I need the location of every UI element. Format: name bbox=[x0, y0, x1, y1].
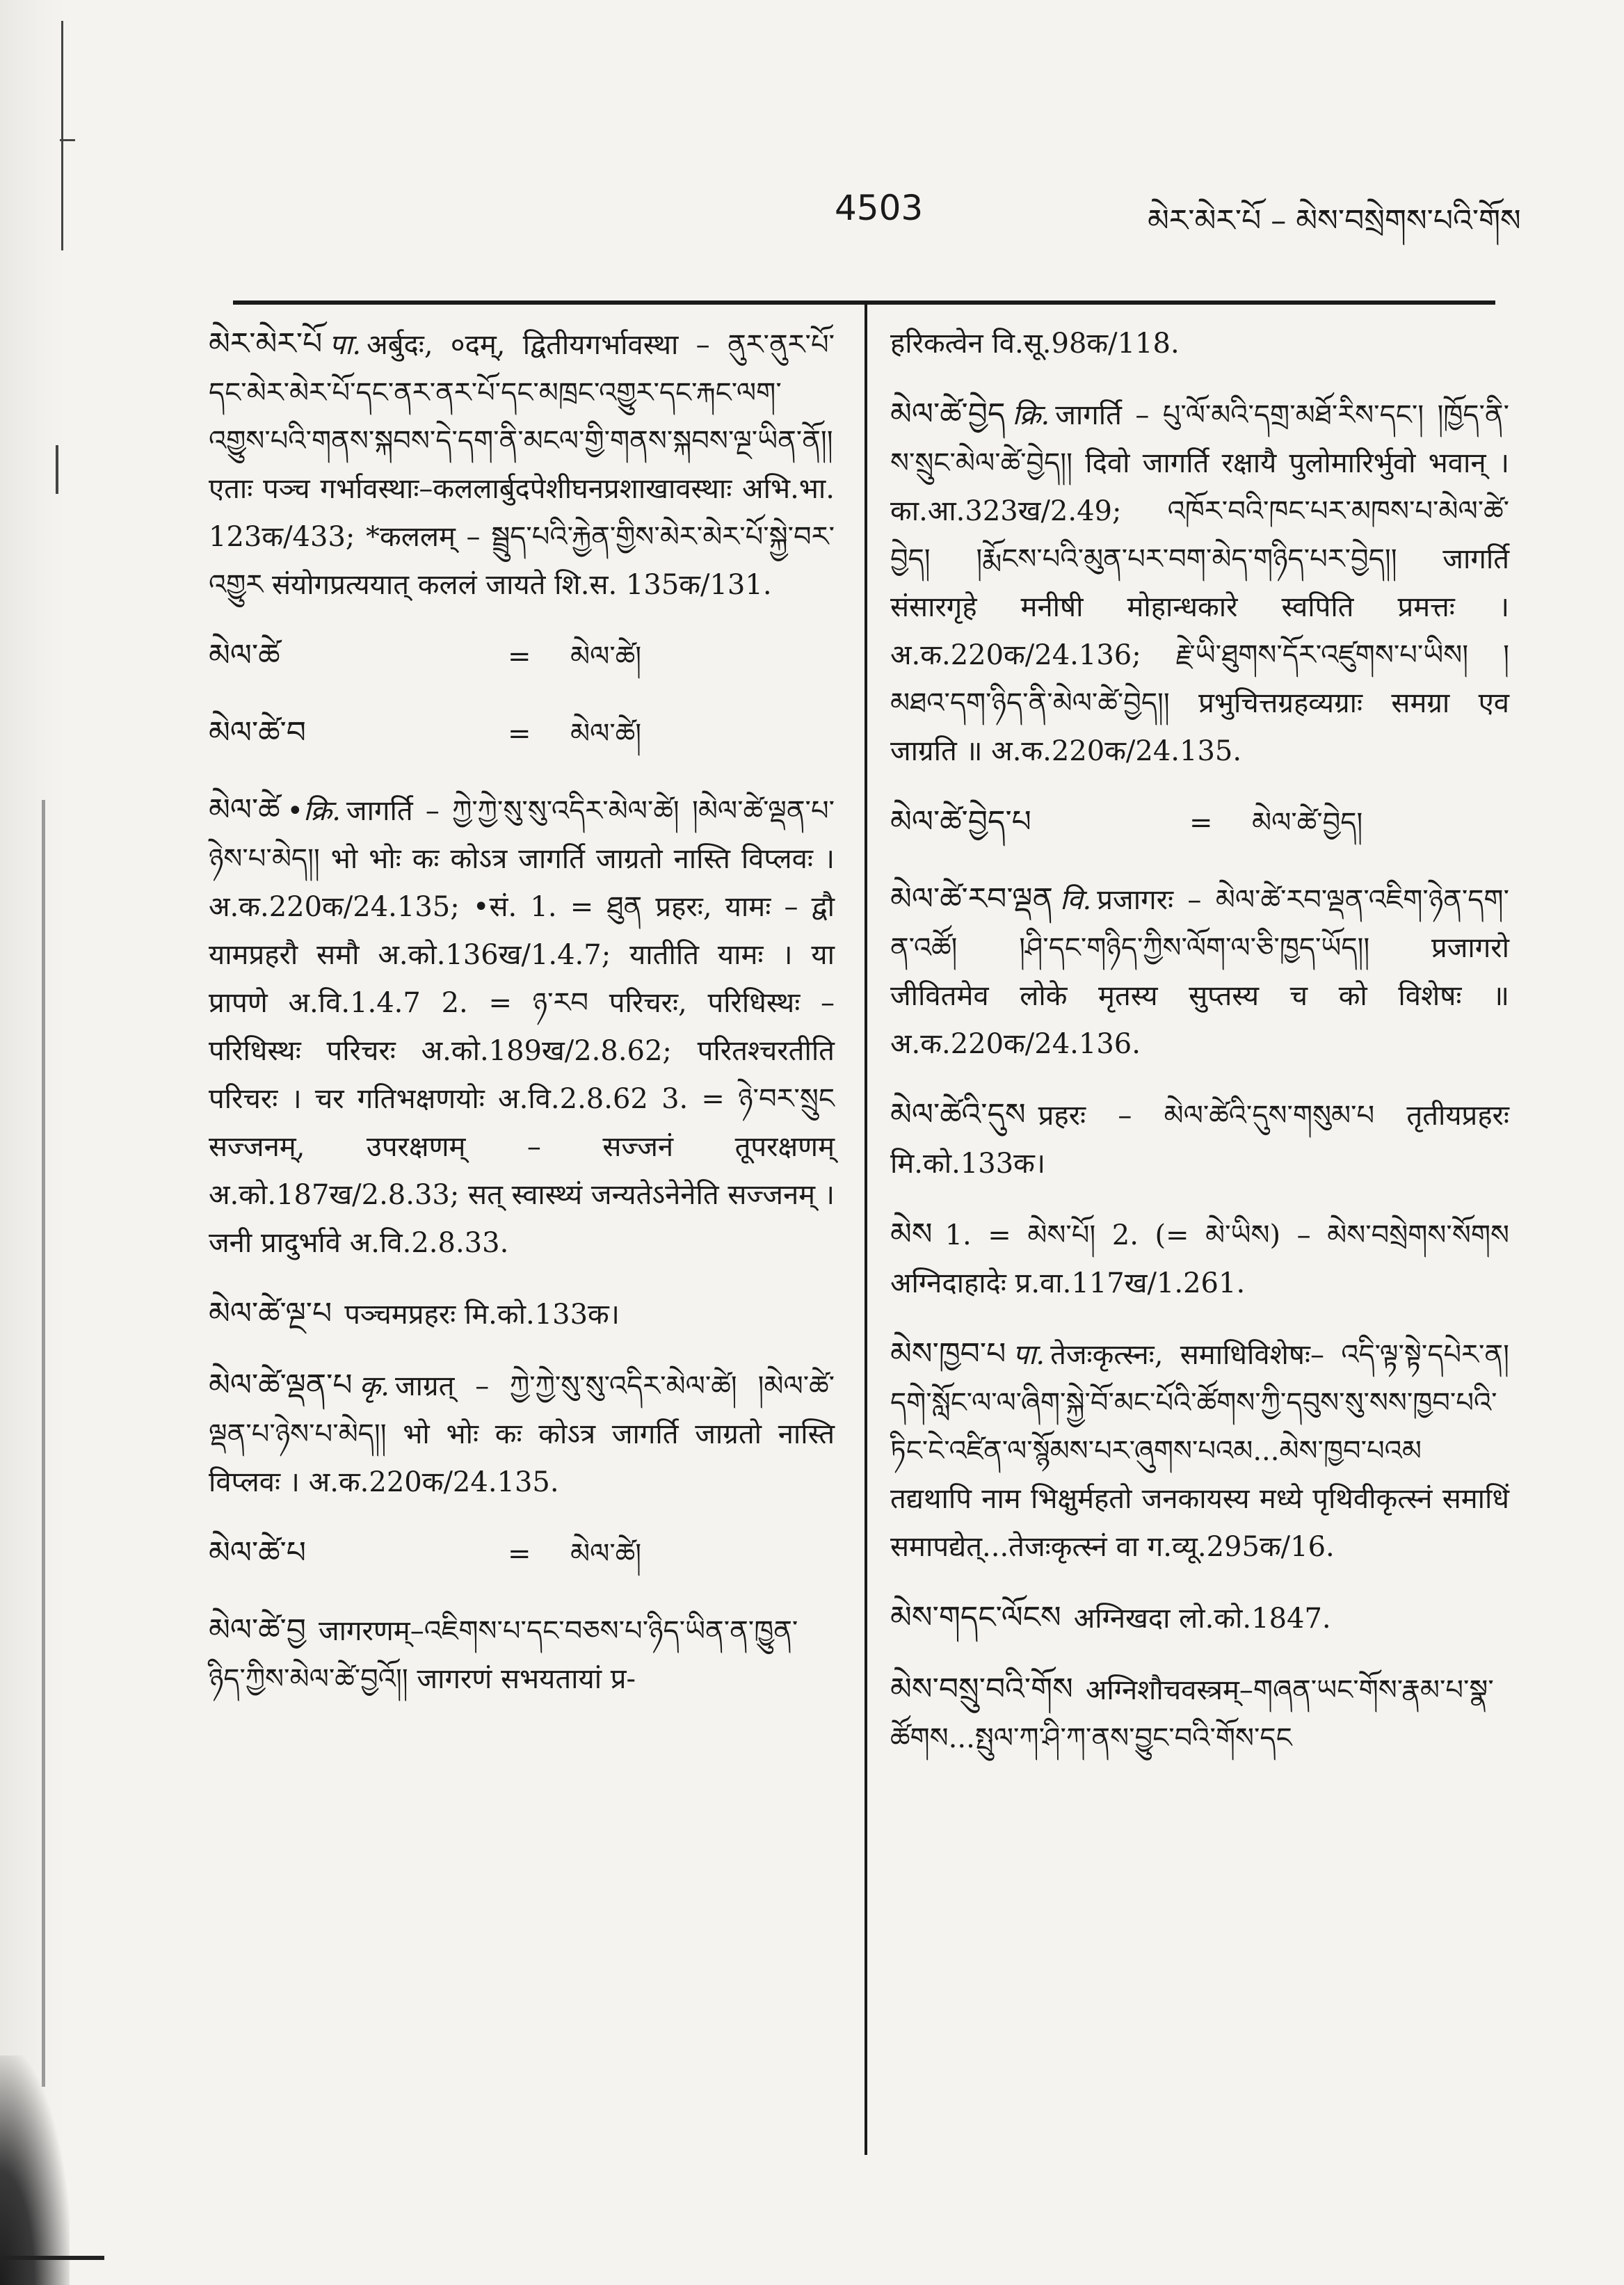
cross-reference-target: མེལ་ཚེ། bbox=[570, 1538, 642, 1570]
entry-body: अग्निशौचवस्त्रम्–གཞན་ཡང་གོས་རྣམ་པ་སྣ་ཚོགས...སྤུལ་ཀ་ཤི་ཀ་ནས་བྱུང་བའི་གོས་དང bbox=[890, 1674, 1494, 1754]
headword: མེལ་ཚེ bbox=[209, 792, 280, 828]
equals-sign: = bbox=[1189, 807, 1213, 839]
headword: མེལ་ཚེའི་དུས bbox=[890, 1097, 1026, 1132]
entry-body: जाग्रत् – ཀྱེ་ཀྱེ་སུ་སུ་འདིར་མེལ་ཚེ། །མེལ་ཚེ་ལྡན་པ་ཉེས་པ་མེད།། भो भोः कः कोऽत्र जागर्ति जाग्रतो नास्ति विप्लवः । अ.क.220क/24.135. bbox=[209, 1370, 835, 1498]
part-of-speech: वि. bbox=[1059, 884, 1092, 916]
entry-body: जागर्ति – པུ་ལོ་མའི་དགྲ་མཐོ་རིས་དང་། །ཁྱོད་ནི་ས་སྲུང་མེལ་ཚེ་བྱེད།། दिवो जागर्ति रक्षायै पुलोमारिर्भुवो भवान् । का.आ.323ख/2.49; འཁོར་བའི་ཁང་པར་མཁས་པ་མེལ་ཚེ་བྱེད། །རྨོངས་པའི་མུན་པར་བག་མེད་གཉིད་པར་བྱེད།། जागर्ति संसारगृहे मनीषी मोहान्धकारे स्वपिति प्रमत्तः । अ.क.220क/24.136; རྗེ་ཡི་ཐུགས་དོར་འཛུགས་པ་ཡིས། །མཐའ་དག་ཉིད་ནི་མེལ་ཚེ་བྱེད།། प्रभुचित्तग्रहव्यग्राः समग्रा एव जाग्रति ॥ अ.क.220क/24.135. bbox=[890, 399, 1509, 767]
dictionary-entry bbox=[890, 1210, 1509, 1308]
headword: མེལ་ཚེ་པ bbox=[209, 1535, 306, 1571]
cross-reference-target: མེལ་ཚེ། bbox=[570, 718, 642, 750]
entry-body: अग्निखदा लो.को.1847. bbox=[1073, 1603, 1331, 1635]
part-of-speech: •क्रि. bbox=[287, 795, 341, 827]
headword: མེལ་ཚེ་ལྡན་པ bbox=[209, 1368, 353, 1403]
entry-body: तेजःकृत्स्नः, समाधिविशेषः– འདི་ལྟ་སྟེ་དཔེར་ན། དགེ་སློང་ལ་ལ་ཞིག་སྐྱེ་བོ་མང་པོའི་ཚོགས་ཀྱི་དབུས་སུ་སས་ཁྱབ་པའི་ཏིང་ངེ་འཛིན་ལ་སྙོམས་པར་ཞུགས་པའམ...མེས་ཁྱབ་པའམ तद्यथापि नाम भिक्षुर्महतो जनकायस्य मध्ये पृथिवीकृत्स्नं समाधिं समापद्येत्...तेजःकृत्स्नं वा ग.व्यू.295क/16. bbox=[890, 1339, 1509, 1563]
cross-reference-target: མེལ་ཚེ་བྱེད། bbox=[1252, 807, 1363, 839]
entry-body: जागर्ति – ཀྱེ་ཀྱེ་སུ་སུ་འདིར་མེལ་ཚེ། །མེལ་ཚེ་ལྡན་པ་ཉེས་པ་མེད།། भो भोः कः कोऽत्र जागर्ति जाग्रतो नास्ति विप्लवः । अ.क.220क/24.135; •सं. 1. = ཐུན प्रहरः, यामः – द्वौ यामप्रहरौ समौ अ.को.136ख/1.4.7; यातीति यामः । या प्रापणे अ.वि.1.4.7 2. = ཉ་རབ परिचरः, परिधिस्थः – परिधिस्थः परिचरः अ.को.189ख/2.8.62; परितश्चरतीति परिचरः । चर गतिभक्षणयोः अ.वि.2.8.62 3. = ཉེ་བར་སྲུང सज्जनम्, उपरक्षणम् – सज्जनं तूपरक्षणम् अ.को.187ख/2.8.33; सत् स्वास्थ्यं जन्यतेऽनेनेति सज्जनम् । जनी प्रादुर्भावे अ.वि.2.8.33. bbox=[209, 795, 835, 1259]
dictionary-entry bbox=[890, 390, 1509, 776]
dictionary-entry bbox=[890, 875, 1509, 1068]
column-divider bbox=[865, 305, 867, 2155]
dictionary-entry bbox=[209, 786, 835, 1267]
edge-mark bbox=[56, 445, 58, 494]
equals-sign: = bbox=[508, 1538, 531, 1570]
running-head: མེར་མེར་པོ – མེས་བསྲེགས་པའི་གོས bbox=[1148, 203, 1521, 239]
part-of-speech: पा. bbox=[329, 329, 362, 361]
part-of-speech: कृ. bbox=[359, 1370, 389, 1402]
dictionary-entry bbox=[890, 1665, 1509, 1763]
headword: མེལ་ཚེ་བྱེད bbox=[890, 396, 1006, 432]
headword: མེར་མེར་པོ bbox=[209, 326, 323, 362]
dictionary-entry bbox=[890, 1330, 1509, 1571]
cross-reference-entry bbox=[890, 798, 1509, 847]
right-column bbox=[890, 320, 1509, 1785]
entry-body: हरिकत्वेन वि.सू.98क/118. bbox=[890, 328, 1180, 360]
part-of-speech: पा. bbox=[1013, 1339, 1045, 1371]
dictionary-entry bbox=[209, 1606, 835, 1703]
dictionary-entry bbox=[209, 1361, 835, 1507]
equals-sign: = bbox=[508, 718, 531, 750]
page-number: 4503 bbox=[835, 188, 924, 228]
part-of-speech: क्रि. bbox=[1012, 399, 1050, 431]
edge-mark bbox=[42, 800, 45, 2087]
entry-continuation bbox=[890, 320, 1509, 368]
cross-reference-entry bbox=[209, 632, 835, 681]
scan-shadow bbox=[0, 2055, 70, 2285]
cross-reference-entry bbox=[209, 709, 835, 758]
dictionary-entry bbox=[209, 320, 835, 609]
cross-reference-entry bbox=[209, 1529, 835, 1578]
edge-mark bbox=[60, 139, 75, 141]
headword: མེས་བསྲུ་བའི་གོས bbox=[890, 1671, 1073, 1707]
cross-reference-target: མེལ་ཚེ། bbox=[570, 641, 642, 673]
entry-body: प्रहरः – མེལ་ཚེའི་དུས་གསུམ་པ तृतीयप्रहरः मि.को.133क। bbox=[890, 1100, 1509, 1180]
headword: མེལ་ཚེ་བྱེད་པ bbox=[890, 804, 1031, 840]
entry-body: जागरणम्–འཇིགས་པ་དང་བཅས་པ་ཉིད་ཡིན་ན་ཁྱུན་ཉིད་ཀྱིས་མེལ་ཚེ་བྱའོ།། जागरणं सभयतायां प्र- bbox=[209, 1615, 798, 1695]
headword: མེལ་ཚེ་ལྔ་པ bbox=[209, 1296, 332, 1331]
dictionary-entry bbox=[890, 1594, 1509, 1643]
headword: མེས་ཁྱབ་པ bbox=[890, 1336, 1006, 1372]
dictionary-entry bbox=[890, 1091, 1509, 1188]
equals-sign: = bbox=[508, 641, 531, 673]
entry-body: 1. = མེས་པོ། 2. (= མེ་ཡིས) – མེས་བསྲེགས་སོགས अग्निदाहादेः प्र.वा.117ख/1.261. bbox=[890, 1219, 1509, 1299]
scan-edge-line bbox=[0, 2256, 104, 2260]
edge-mark bbox=[61, 21, 63, 250]
entry-body: अर्बुदः, ०दम्, द्वितीयगर्भावस्था – ནུར་ནུར་པོ་དང་མེར་མེར་པོ་དང་ནར་ནར་པོ་དང་མཁྲང་འགྱུར་དང་རྐང་ལག་འགྱུས་པའི་གནས་སྐབས་དེ་དག་ནི་མངལ་གྱི་གནས་སྐབས་ལྔ་ཡིན་ནོ།། एताः पञ्च गर्भावस्थाः–कललार्बुदपेशीघनप्रशाखावस्थाः अभि.भा. 123क/433; *कललम् – སྦྲུད་པའི་རྐྱེན་གྱིས་མེར་མེར་པོ་སྐྱེ་བར་འགྱུར संयोगप्रत्ययात् कललं जायते शि.स. 135क/131. bbox=[209, 329, 835, 601]
entry-body: पञ्चमप्रहरः मि.को.133क। bbox=[344, 1299, 620, 1331]
headword: མེལ་ཚེ bbox=[209, 638, 280, 673]
page-edge bbox=[0, 0, 66, 2285]
headword: མེལ་ཚེ་བྱ bbox=[209, 1612, 306, 1648]
headword: མེལ་ཚེ་རབ་ལྡན bbox=[890, 881, 1053, 917]
headword: མེས bbox=[890, 1217, 933, 1252]
dictionary-entry bbox=[209, 1290, 835, 1339]
entry-body: प्रजागरः – མེལ་ཚེ་རབ་ལྡན་འཇིག་ཉེན་དག་ན་འཚོ། །ཤི་དང་གཉིད་ཀྱིས་ལོག་ལ་ཅི་ཁྱད་ཡོད།། प्रजागरो जीवितमेव लोके मृतस्य सुप्तस्य च को विशेषः ॥ अ.क.220क/24.136. bbox=[890, 884, 1509, 1060]
headword: མེས་གདང་ལོངས bbox=[890, 1600, 1061, 1635]
left-column bbox=[209, 320, 835, 1726]
headword: མེལ་ཚེ་བ bbox=[209, 715, 306, 751]
